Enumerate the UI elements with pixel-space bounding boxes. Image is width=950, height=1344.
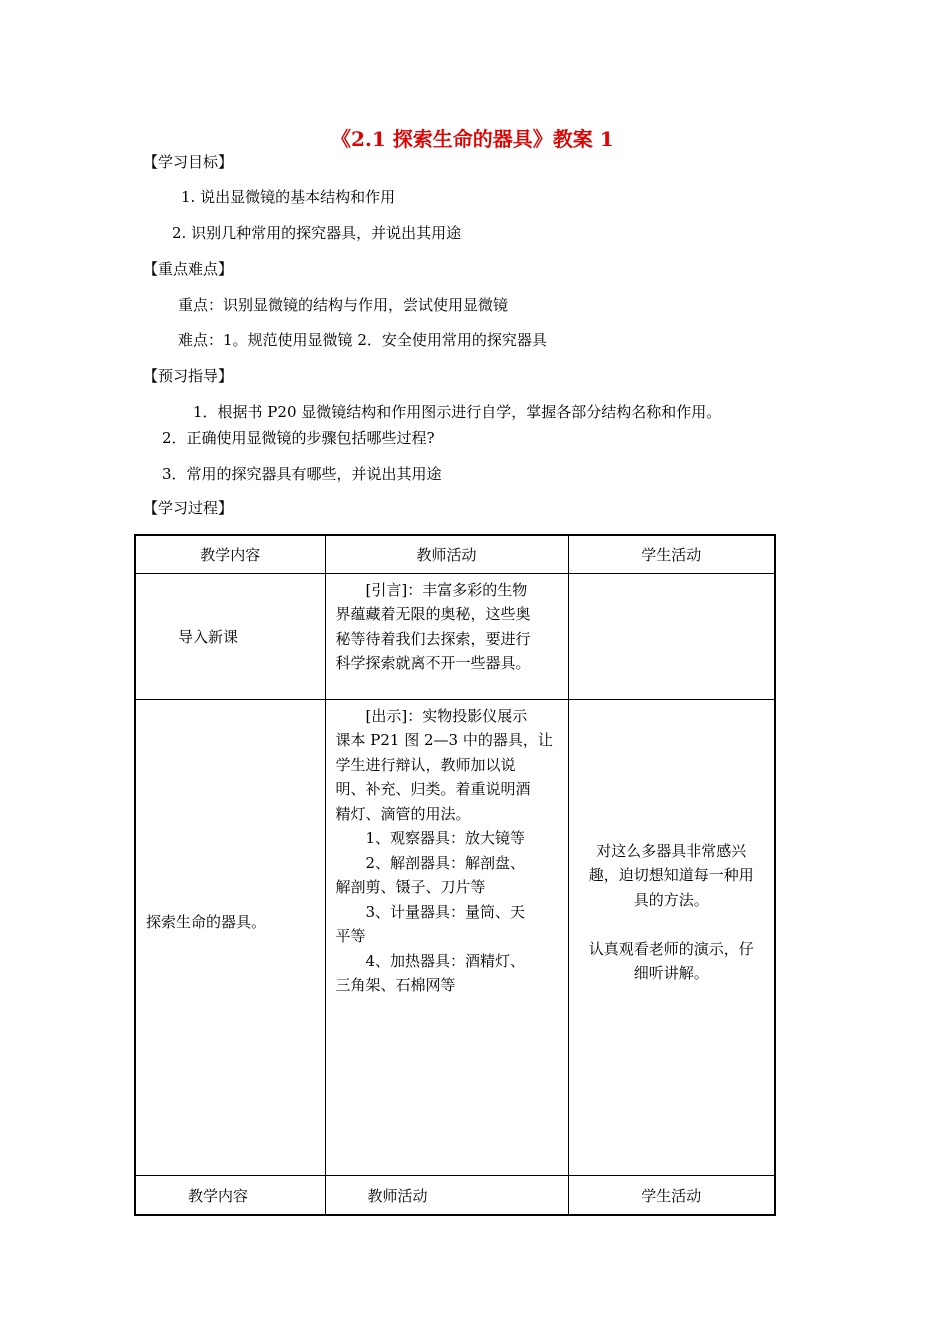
header-cell-content: 教学内容 <box>135 535 325 573</box>
row1-student-cell <box>568 573 775 699</box>
footer-cell-content: 教学内容 <box>135 1175 325 1215</box>
difficulty-point: 难点：1。规范使用显微镜 2．安全使用常用的探究器具 <box>178 331 547 349</box>
preview-item-3: 3．常用的探究器具有哪些，并说出其用途 <box>162 465 442 483</box>
preview-item-2: 2．正确使用显微镜的步骤包括哪些过程? <box>162 429 435 447</box>
focus-point: 重点：识别显微镜的结构与作用，尝试使用显微镜 <box>178 296 509 314</box>
row1-content-text: 导入新课 <box>178 627 239 646</box>
row1-teacher-cell <box>325 573 568 699</box>
key-points-heading: 【重点难点】 <box>143 260 234 278</box>
header-cell-student: 学生活动 <box>568 535 775 573</box>
lesson-process-table <box>134 534 776 1216</box>
row2-content-cell <box>135 699 325 1175</box>
row2-teacher-cell <box>325 699 568 1175</box>
header-cell-teacher: 教师活动 <box>325 535 568 573</box>
row2-content-text: 探索生命的器具。 <box>146 912 267 931</box>
table-row <box>135 573 775 699</box>
footer-cell-student: 学生活动 <box>568 1175 775 1215</box>
row2-teacher-text: [出示]：实物投影仪展示 课本 P21 图 2—3 中的器具，让 学生进行辩认，教师加以说 明、补充、归类。着重说明酒 精灯、滴管的用法。 1、观察器具：放大镜等 2、解剖器具：解剖盘、 解剖剪、镊子、刀片等 3、计量器具：量筒、天 平等 4、加热器具：酒精灯、 三角架、石棉网等 <box>335 706 553 994</box>
objectives-heading: 【学习目标】 <box>143 153 234 171</box>
objective-item-2: 2. 识别几种常用的探究器具，并说出其用途 <box>172 224 462 242</box>
row1-content-cell <box>135 573 325 699</box>
table-footer-row <box>135 1175 775 1215</box>
footer-cell-teacher: 教师活动 <box>325 1175 568 1215</box>
preview-heading: 【预习指导】 <box>143 367 234 385</box>
row1-teacher-text: [引言]：丰富多彩的生物 界蕴藏着无限的奥秘，这些奥 秘等待着我们去探索，要进行 科学探索就离不开一些器具。 <box>335 580 531 672</box>
document-title: 《2.1 探索生命的器具》教案 1 <box>331 127 614 151</box>
table-header-row <box>135 535 775 573</box>
preview-item-1: 1．根据书 P20 显微镜结构和作用图示进行自学，掌握各部分结构名称和作用。 <box>193 403 722 421</box>
process-heading: 【学习过程】 <box>143 499 234 517</box>
table-row <box>135 699 775 1175</box>
row2-student-text: 对这么多器具非常感兴 趣，迫切想知道每一种用 具的方法。 认真观看老师的演示，仔 细听讲解。 <box>588 841 754 982</box>
objective-item-1: 1. 说出显微镜的基本结构和作用 <box>181 188 396 206</box>
row2-student-cell <box>568 699 775 1175</box>
